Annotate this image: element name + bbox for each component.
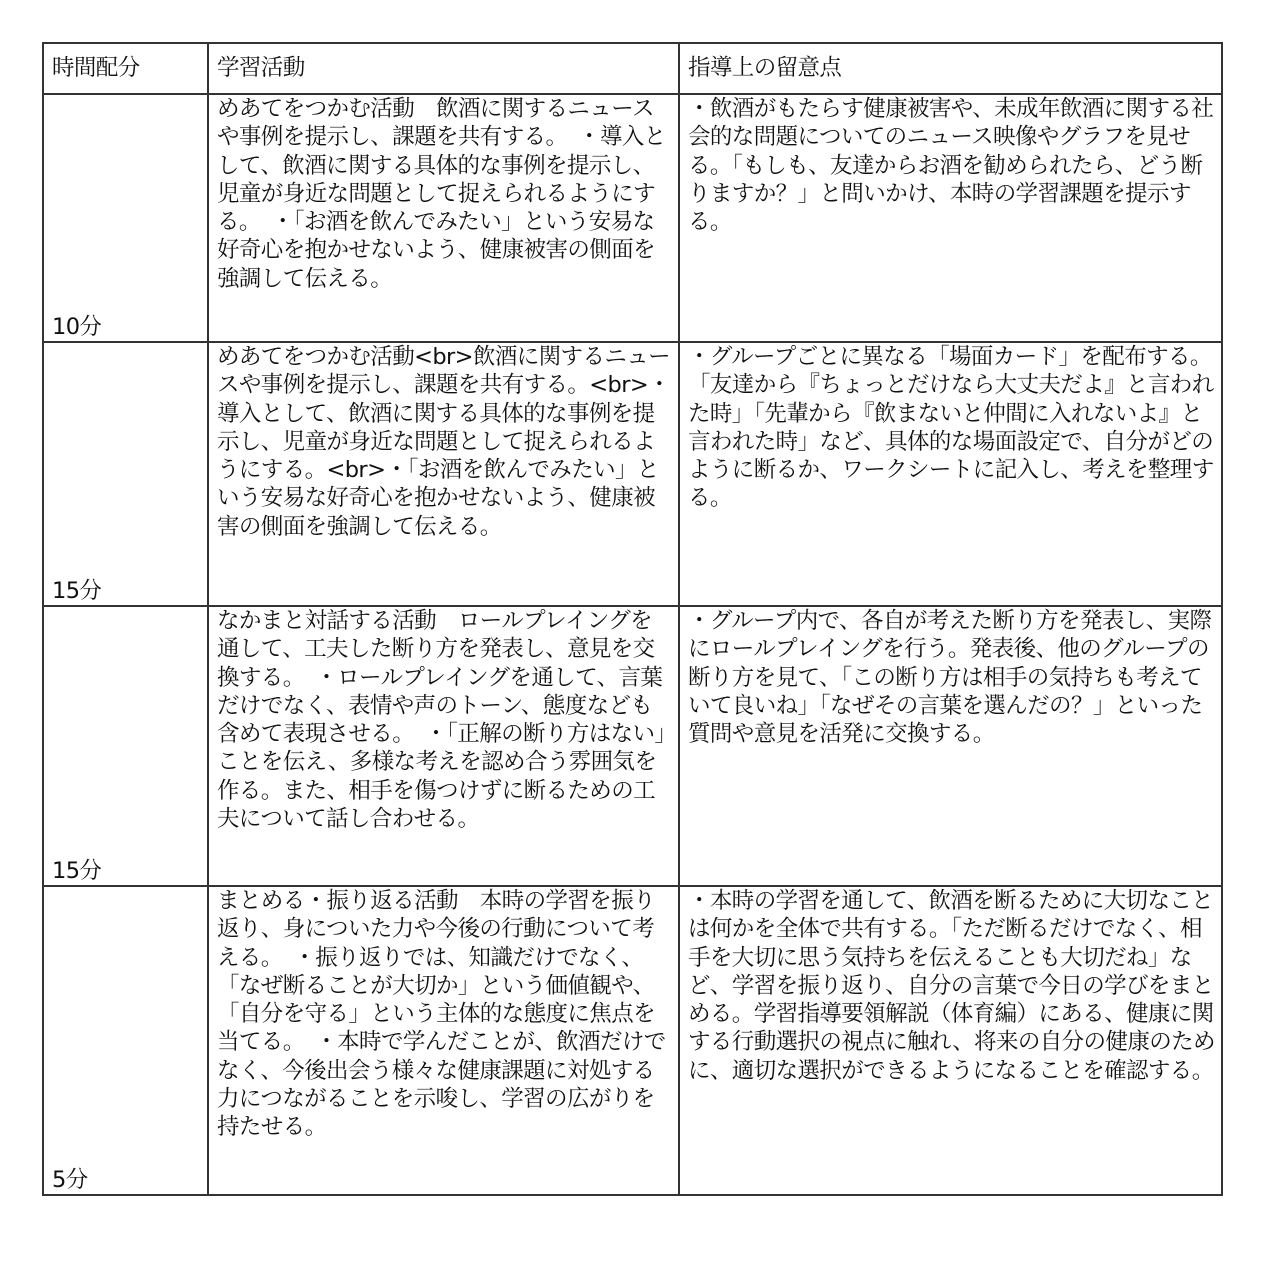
time-cell: 15分 — [43, 606, 208, 886]
table-header-row — [43, 43, 1222, 94]
activity-cell: なかまと対話する活動 ロールプレイングを通して、工夫した断り方を発表し、意見を交換する。 ・ロールプレイングを通して、言葉だけでなく、表情や声のトーン、態度なども含めて表現させる。 ・「正解の断り方はない」ことを伝え、多様な考えを認め合う雰囲気を作る。また、相手を傷つけずに断るための工夫について話し合わせる。 — [208, 606, 679, 886]
header-notes: 指導上の留意点 — [679, 43, 1222, 94]
header-time: 時間配分 — [43, 43, 208, 94]
activity-cell: まとめる・振り返る活動 本時の学習を振り返り、身についた力や今後の行動について考える。 ・振り返りでは、知識だけでなく、「なぜ断ることが大切か」という価値観や、「自分を守る」という主体的な態度に焦点を当てる。 ・本時で学んだことが、飲酒だけでなく、今後出会う様々な健康課題に対処する力につながることを示唆し、学習の広がりを持たせる。 — [208, 886, 679, 1195]
activity-cell: めあてをつかむ活動 飲酒に関するニュースや事例を提示し、課題を共有する。 ・導入として、飲酒に関する具体的な事例を提示し、児童が身近な問題として捉えられるようにする。 ・「お酒を飲んでみたい」という安易な好奇心を抱かせないよう、健康被害の側面を強調して伝える。 — [208, 94, 679, 342]
time-cell: 15分 — [43, 342, 208, 606]
time-cell: 10分 — [43, 94, 208, 342]
time-cell: 5分 — [43, 886, 208, 1195]
notes-cell: ・飲酒がもたらす健康被害や、未成年飲酒に関する社会的な問題についてのニュース映像やグラフを見せる。「もしも、友達からお酒を勧められたら、どう断りますか？」と問いかけ、本時の学習課題を提示する。 — [679, 94, 1222, 342]
activity-cell: めあてをつかむ活動<br>飲酒に関するニュースや事例を提示し、課題を共有する。<br>・導入として、飲酒に関する具体的な事例を提示し、児童が身近な問題として捉えられるようにする。<br>・「お酒を飲んでみたい」という安易な好奇心を抱かせないよう、健康被害の側面を強調して伝える。 — [208, 342, 679, 606]
notes-cell: ・グループごとに異なる「場面カード」を配布する。「友達から『ちょっとだけなら大丈夫だよ』と言われた時」「先輩から『飲まないと仲間に入れないよ』と言われた時」など、具体的な場面設定で、自分がどのように断るか、ワークシートに記入し、考えを整理する。 — [679, 342, 1222, 606]
table-row — [43, 606, 1222, 886]
table-row — [43, 94, 1222, 342]
table-row — [43, 886, 1222, 1195]
notes-cell: ・本時の学習を通して、飲酒を断るために大切なことは何かを全体で共有する。「ただ断るだけでなく、相手を大切に思う気持ちを伝えることも大切だね」など、学習を振り返り、自分の言葉で今日の学びをまとめる。学習指導要領解説（体育編）にある、健康に関する行動選択の視点に触れ、将来の自分の健康のために、適切な選択ができるようになることを確認する。 — [679, 886, 1222, 1195]
table-row — [43, 342, 1222, 606]
lesson-plan-table — [42, 42, 1223, 1196]
header-activity: 学習活動 — [208, 43, 679, 94]
notes-cell: ・グループ内で、各自が考えた断り方を発表し、実際にロールプレイングを行う。発表後、他のグループの断り方を見て、「この断り方は相手の気持ちも考えていて良いね」「なぜその言葉を選んだの？」といった質問や意見を活発に交換する。 — [679, 606, 1222, 886]
